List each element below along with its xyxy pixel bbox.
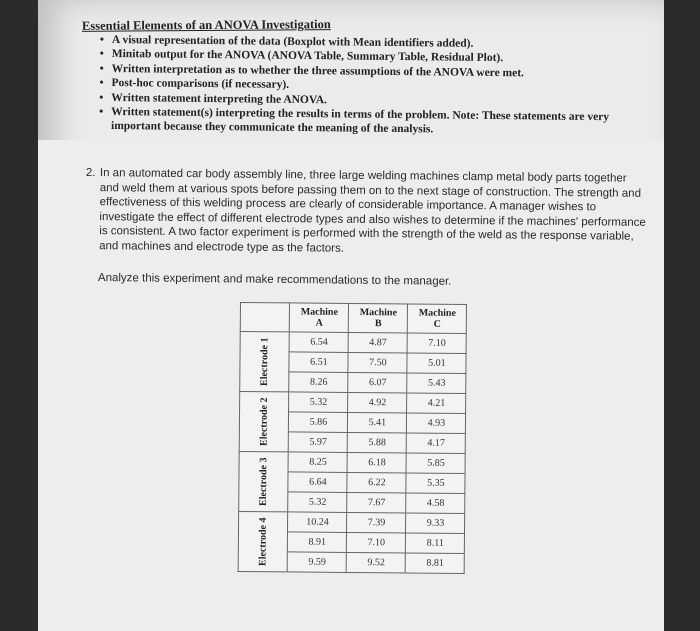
row-group-label: Electrode 2 (239, 392, 289, 452)
table-cell: 8.26 (289, 372, 348, 393)
table-cell: 5.97 (289, 432, 348, 453)
table-row (240, 392, 467, 414)
section-title: Essential Elements of an ANOVA Investigation (81, 17, 331, 33)
question-text: In an automated car body assembly line, three large welding machines clamp metal body parts together and weld them at various spots before passing them on to the next stage of construction. The strength and effectiveness of this welding process are clearly of considerable importance. A manager wishes to investigate the effect of different electrode types and also wishes to determine if the machines' performance is consistent. A two factor experiment is performed with the strength of the weld as the response variable, and machines and electrode type as the factors. (99, 167, 646, 255)
table-row (240, 332, 467, 354)
table-cell: 5.86 (289, 412, 348, 433)
table-row (239, 451, 466, 473)
table-cell: 4.87 (348, 332, 407, 353)
question-number: 2. (85, 166, 96, 180)
instruction-text: Analyze this experiment and make recommendations to the manager. (97, 272, 452, 288)
list-item: • Post-hoc comparisons (if necessary). (99, 77, 290, 92)
row-group-label: Electrode 1 (240, 332, 290, 392)
table-cell: 7.39 (347, 512, 406, 533)
column-header: Machine C (408, 304, 467, 334)
table-cell: 5.01 (407, 353, 466, 374)
list-item: • Written interpretation as to whether the three assumptions of the ANOVA were met. (99, 62, 525, 80)
table-cell: 7.50 (348, 352, 407, 373)
table-cell: 5.35 (406, 473, 465, 494)
table-corner (240, 303, 290, 332)
table-cell: 6.64 (288, 472, 347, 493)
table-cell: 8.25 (288, 452, 347, 473)
column-header: Machine B (349, 303, 408, 333)
table-cell: 4.21 (407, 393, 466, 414)
question-block (87, 166, 648, 259)
table-cell: 8.91 (288, 532, 347, 553)
table-cell: 10.24 (288, 512, 347, 533)
table-header-row (240, 303, 467, 334)
table-cell: 9.59 (288, 552, 347, 573)
list-item: • Written statement(s) interpreting the results in terms of the problem. Note: These statements are very important because they communicate the meaning of the analysis. (99, 105, 610, 136)
table-cell: 5.43 (407, 373, 466, 394)
table-cell: 7.10 (407, 333, 466, 354)
table-cell: 9.52 (347, 552, 406, 573)
table-cell: 5.32 (288, 492, 347, 513)
table-cell: 9.33 (406, 513, 465, 534)
list-item: • Minitab output for the ANOVA (ANOVA Table, Summary Table, Residual Plot). (99, 48, 504, 65)
table-cell: 7.67 (347, 492, 406, 513)
table-cell: 6.22 (347, 472, 406, 493)
table-cell: 4.17 (407, 433, 466, 454)
table-cell: 7.10 (347, 532, 406, 553)
table-row (238, 511, 465, 533)
row-group-label: Electrode 4 (238, 511, 288, 571)
table-cell: 4.92 (348, 392, 407, 413)
row-group-label: Electrode 3 (239, 451, 289, 511)
list-item: • A visual representation of the data (Boxplot with Mean identifiers added). (99, 33, 474, 50)
table-cell: 6.18 (347, 452, 406, 473)
list-item: • Written statement interpreting the ANOVA. (99, 91, 327, 106)
data-table (238, 302, 468, 574)
table-cell: 4.93 (407, 413, 466, 434)
table-cell: 5.32 (289, 392, 348, 413)
table-cell: 6.54 (289, 332, 348, 353)
table-cell: 6.51 (289, 352, 348, 373)
table-cell: 6.07 (348, 372, 407, 393)
column-header: Machine A (290, 303, 349, 333)
requirements-list (99, 33, 632, 139)
table-cell: 8.81 (406, 553, 465, 574)
table-cell: 5.41 (348, 412, 407, 433)
table-cell: 8.11 (406, 533, 465, 554)
table-cell: 5.88 (348, 432, 407, 453)
table-cell: 5.85 (406, 453, 465, 474)
table-cell: 4.58 (406, 493, 465, 514)
